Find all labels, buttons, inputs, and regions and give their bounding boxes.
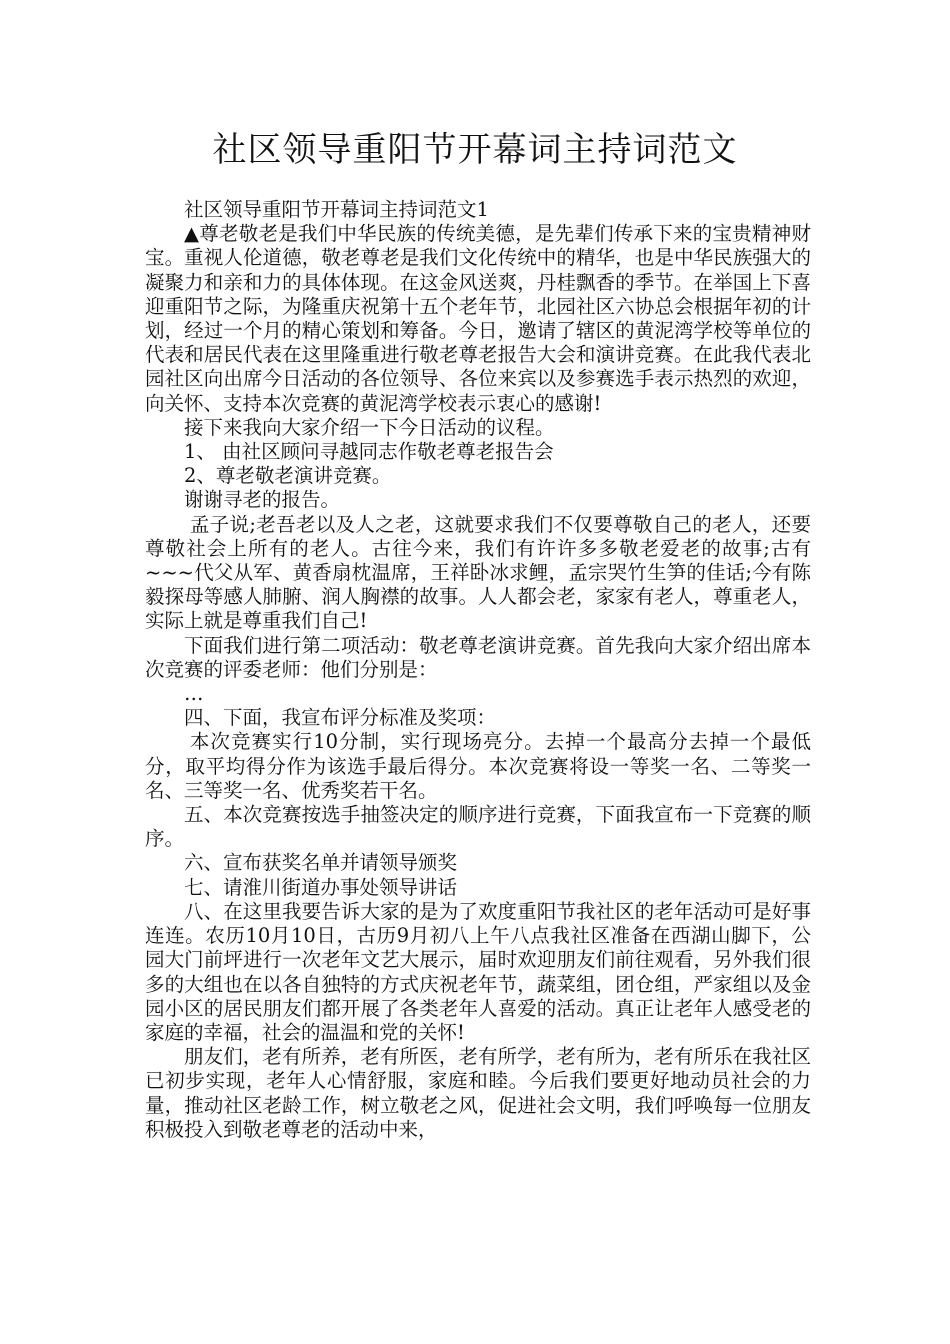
activities-paragraph: 八、在这里我要告诉大家的是为了欢度重阳节我社区的老年活动可是好事连连。农历10月10日，古历9月初八上午八点我社区准备在西湖山脚下，公园大门前坪进行一次老年文艺大展示，届时欢迎朋友们前往观看，另外我们很多的大组也在以各自独特的方式庆祝老年节，蔬菜组，团仓组，严家组以及金园小区的居民朋友们都开展了各类老年人喜爱的活动。真正让老年人感受老的家庭的幸福，社会的温温和党的关怀! [145,899,811,1044]
opening-paragraph: ▲尊老敬老是我们中华民族的传统美德，是先辈们传承下来的宝贵精神财宝。重视人伦道德，敬老尊老是我们文化传统中的精华，也是中华民族强大的凝聚力和亲和力的具体体现。在这金风送爽，丹桂飘香的季节。在举国上下喜迎重阳节之际，为隆重庆祝第十五个老年节，北园社区六协总会根据年初的计划，经过一个月的精心策划和筹备。今日，邀请了辖区的黄泥湾学校等单位的代表和居民代表在这里隆重进行敬老尊老报告大会和演讲竞赛。在此我代表北园社区向出席今日活动的各位领导、各位来宾以及参赛选手表示热烈的欢迎，向关怀、支持本次竞赛的黄泥湾学校表示衷心的感谢! [145,222,811,415]
mencius-paragraph: 孟子说;老吾老以及人之老，这就要求我们不仅要尊敬自己的老人，还要尊敬社会上所有的老人。古往今来，我们有许许多多敬老爱老的故事;古有~~~代父从军、黄香扇枕温席，王祥卧冰求鲤，孟宗哭竹生笋的佳话;今有陈毅探母等感人肺腑、润人胸襟的故事。人人都会老，家家有老人，尊重老人，实际上就是尊重我们自己! [145,512,811,633]
agenda-item-2: 2、尊老敬老演讲竞赛。 [184,464,392,488]
judges-intro-paragraph: 下面我们进行第二项活动：敬老尊老演讲竞赛。首先我向大家介绍出席本次竞赛的评委老师：他们分别是： [145,633,811,681]
ellipsis-paragraph: … [184,682,204,706]
closing-paragraph: 朋友们，老有所养，老有所医，老有所学，老有所为，老有所乐在我社区已初步实现，老年人心情舒服，家庭和睦。今后我们要更好地动员社会的力量，推动社区老龄工作，树立敬老之风，促进社会文明，我们呼唤每一位朋友积极投入到敬老尊老的活动中来， [145,1045,811,1141]
speech-paragraph: 七、请淮川街道办事处领导讲话 [184,875,458,899]
scoring-paragraph: 本次竞赛实行10分制，实行现场亮分。去掉一个最高分去掉一个最低分，取平均得分作为该选手最后得分。本次竞赛将设一等奖一名、二等奖一名、三等奖一名、优秀奖若干名。 [145,730,811,802]
document-title: 社区领导重阳节开幕词主持词范文 [212,130,738,170]
agenda-intro-paragraph: 接下来我向大家介绍一下今日活动的议程。 [184,415,555,439]
agenda-item-1: 1、 由社区顾问寻越同志作敬老尊老报告会 [184,440,554,464]
document-body [145,198,811,1142]
scoring-heading: 四、下面，我宣布评分标准及奖项： [184,706,497,730]
subtitle-paragraph: 社区领导重阳节开幕词主持词范文1 [184,198,489,221]
order-paragraph: 五、本次竞赛按选手抽签决定的顺序进行竞赛，下面我宣布一下竞赛的顺序。 [145,803,811,851]
thanks-paragraph: 谢谢寻老的报告。 [184,488,341,512]
awards-paragraph: 六、宣布获奖名单并请领导颁奖 [184,851,458,875]
